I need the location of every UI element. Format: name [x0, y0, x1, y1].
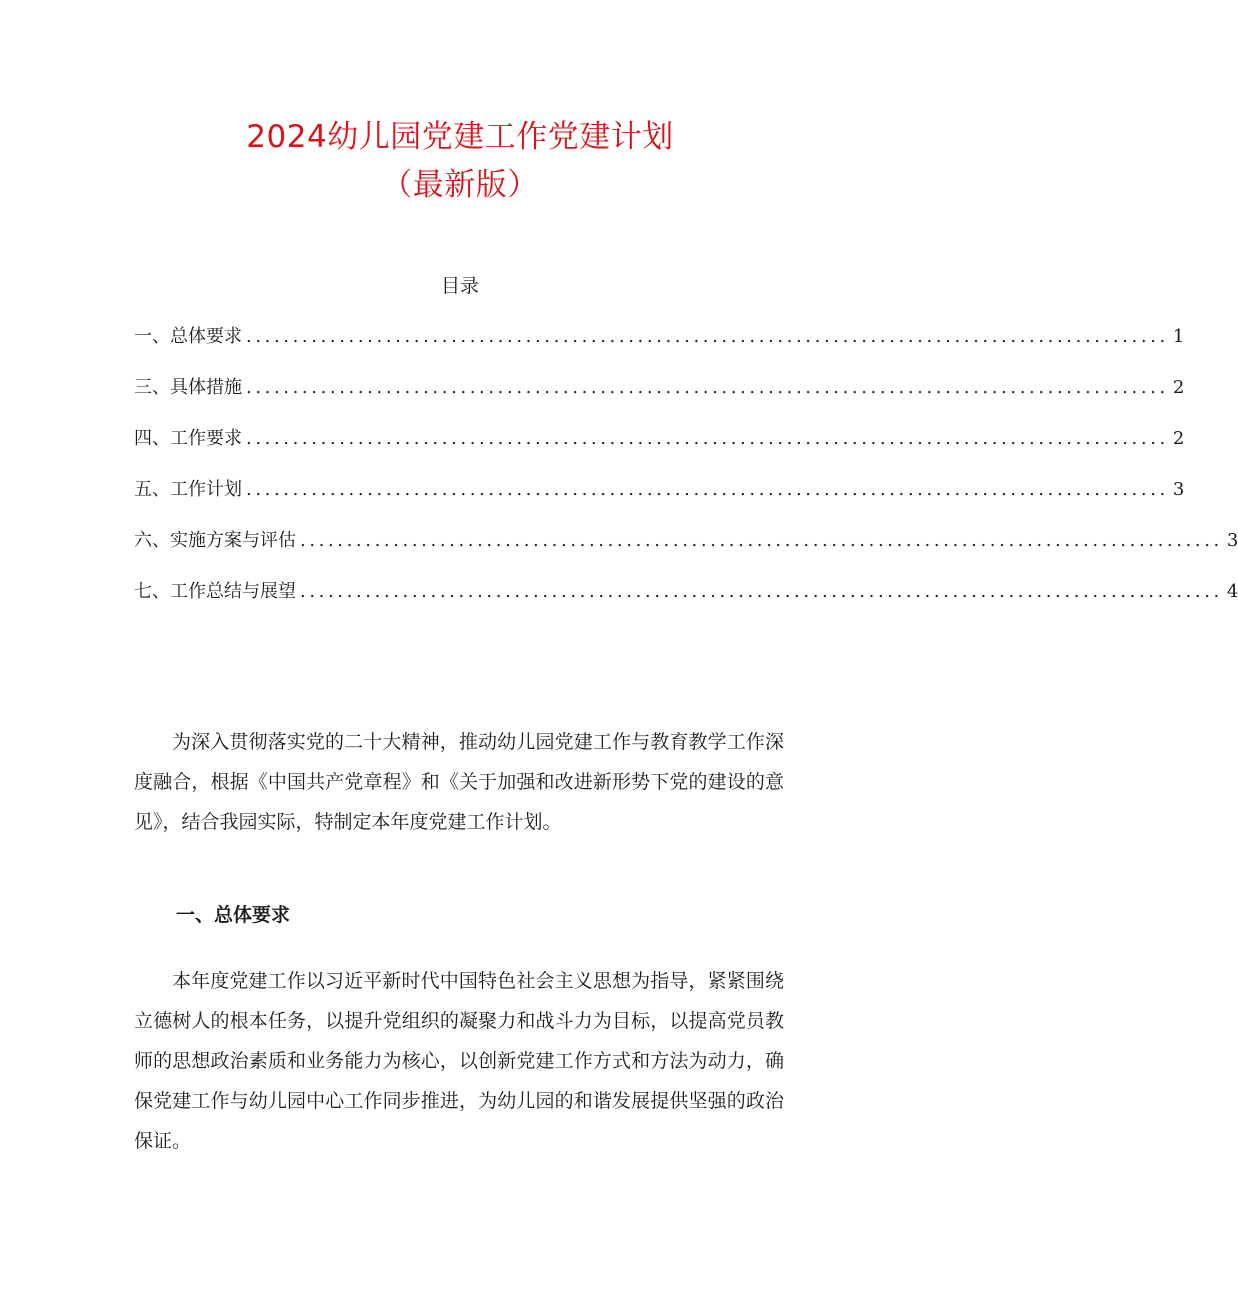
toc-heading: 目录: [440, 275, 479, 297]
toc-item-label: 六、实施方案与评估: [134, 530, 296, 551]
toc-item-page: 2: [1172, 428, 1185, 449]
toc-item[interactable]: [134, 322, 1185, 373]
toc-item-page: 3: [1172, 479, 1185, 500]
toc-leader: ...................................................................................................: [246, 326, 1169, 347]
intro-paragraph: 为深入贯彻落实党的二十大精神，推动幼儿园党建工作与教育教学工作深度融合，根据《中国共产党章程》和《关于加强和改进新形势下党的建设的意见》，结合我园实际，特制定本年度党建工作计划。: [134, 731, 784, 833]
toc-item-label: 一、总体要求: [134, 326, 242, 347]
toc-item[interactable]: [134, 373, 1185, 424]
toc-item-page: 3: [1226, 530, 1238, 551]
toc-leader: ...................................................................................................: [246, 479, 1169, 500]
toc-item-page: 2: [1172, 377, 1185, 398]
toc-item-page: 4: [1226, 581, 1238, 602]
toc-item-label: 四、工作要求: [134, 428, 242, 449]
table-of-contents: [134, 322, 1238, 628]
toc-leader: ...................................................................................................: [300, 530, 1223, 551]
toc-item[interactable]: [134, 526, 1238, 577]
toc-item-label: 七、工作总结与展望: [134, 581, 296, 602]
toc-leader: ...................................................................................................: [246, 377, 1169, 398]
toc-leader: ...................................................................................................: [246, 428, 1169, 449]
toc-item-label: 五、工作计划: [134, 479, 242, 500]
toc-item-label: 三、具体措施: [134, 377, 242, 398]
section-heading-general-requirements: 一、总体要求: [176, 904, 291, 926]
toc-item[interactable]: [134, 424, 1185, 475]
document-title: 2024幼儿园党建工作党建计划: [246, 119, 674, 155]
document-subtitle: （最新版）: [381, 167, 539, 203]
section-body-general-requirements: 本年度党建工作以习近平新时代中国特色社会主义思想为指导，紧紧围绕立德树人的根本任务，以提升党组织的凝聚力和战斗力为目标，以提高党员教师的思想政治素质和业务能力为核心，以创新党建工作方式和方法为动力，确保党建工作与幼儿园中心工作同步推进，为幼儿园的和谐发展提供坚强的政治保证。: [134, 970, 784, 1152]
toc-leader: ...................................................................................................: [300, 581, 1223, 602]
toc-item[interactable]: [134, 475, 1185, 526]
toc-item-page: 1: [1172, 326, 1185, 347]
toc-item[interactable]: [134, 577, 1238, 628]
